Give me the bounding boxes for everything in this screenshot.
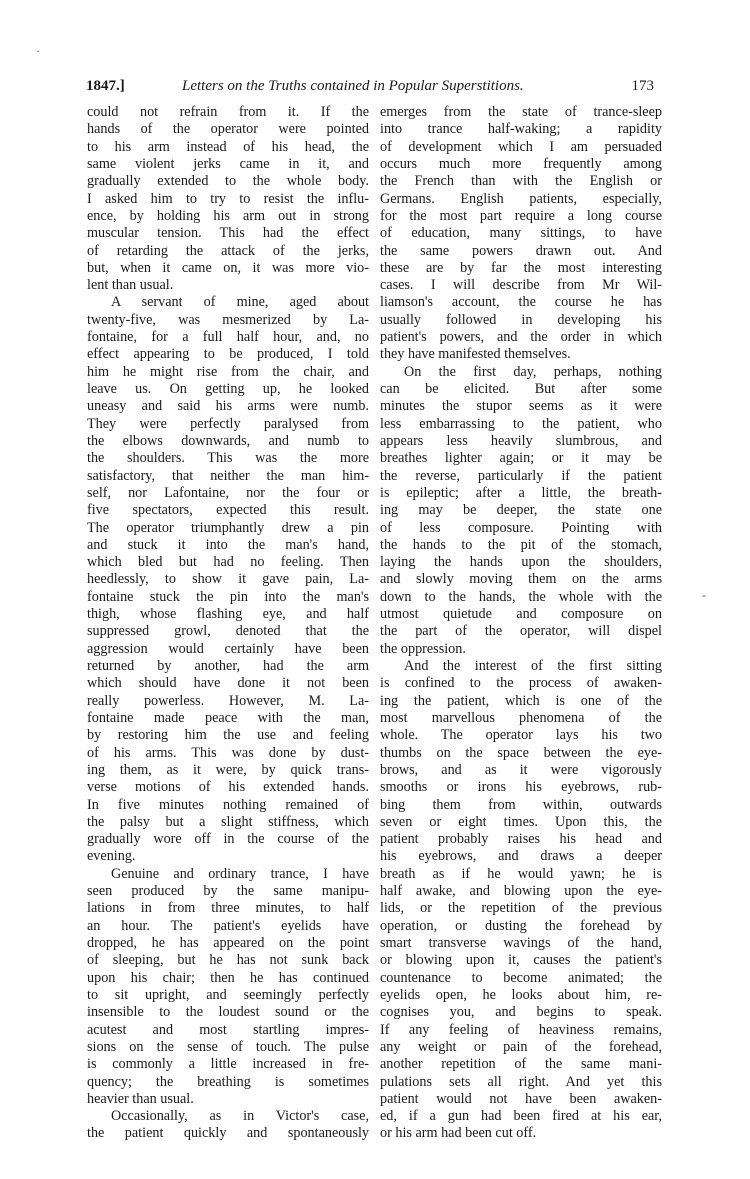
- text-line: The operator triumphantly drew a pin: [87, 519, 369, 536]
- text-line: which bled but had no feeling. Then: [87, 554, 369, 571]
- text-line: half awake, and blowing upon the eye-: [380, 883, 662, 900]
- text-line: ed, if a gun had been fired at his ear,: [380, 1108, 662, 1125]
- text-line: or his arm had been cut off.: [380, 1125, 537, 1142]
- text-line: They were perfectly paralysed from: [87, 415, 369, 432]
- text-line: operation, or dusting the forehead by: [380, 917, 662, 934]
- text-line: down to the hands, the whole with the: [380, 588, 662, 605]
- running-title: Letters on the Truths contained in Popular Superstitions.: [182, 78, 524, 94]
- text-line: really powerless. However, M. La-: [87, 692, 369, 709]
- text-line: of development which I am persuaded: [380, 138, 662, 155]
- text-line: can be elicited. But after some: [380, 381, 662, 397]
- text-line: acutest and most startling impres-: [87, 1021, 369, 1038]
- text-line: brows, and as it were vigorously: [380, 761, 662, 778]
- text-line: minutes the stupor seems as it were: [380, 398, 662, 415]
- text-line: Genuine and ordinary trance, I have: [111, 865, 369, 882]
- text-line: In five minutes nothing remained of: [87, 796, 369, 813]
- text-line: is commonly a little increased in fre-: [87, 1056, 369, 1073]
- text-line: patient would not have been awaken-: [380, 1090, 662, 1107]
- text-line: Occasionally, as in Victor's case,: [111, 1108, 369, 1125]
- text-line: aggression would certainly have been: [87, 640, 369, 657]
- text-line: of less composure. Pointing with: [380, 519, 662, 536]
- text-line: the elbows downwards, and numb to: [87, 432, 369, 449]
- text-line: heavier than usual.: [87, 1090, 194, 1107]
- text-line: A servant of mine, aged about: [111, 294, 369, 311]
- text-line: sions on the sense of touch. The pulse: [87, 1038, 369, 1055]
- text-line: of sleeping, but he has not sunk back: [87, 952, 369, 969]
- text-line: fontaine stuck the pin into the man's: [87, 588, 369, 605]
- text-line: the oppression.: [380, 640, 466, 657]
- text-line: quency; the breathing is sometimes: [87, 1073, 369, 1090]
- text-line: leave us. On getting up, he looked: [87, 381, 369, 397]
- text-line: On the first day, perhaps, nothing: [404, 363, 662, 380]
- text-line: him he might rise from the chair, and: [87, 363, 369, 380]
- text-line: and slowly moving them on the arms: [380, 571, 662, 588]
- text-line: dropped, he has appeared on the point: [87, 935, 369, 951]
- text-line: breath as if he would yawn; he is: [380, 865, 662, 882]
- text-line: fontaine made peace with the man,: [87, 709, 369, 726]
- page-number: 173: [631, 78, 654, 94]
- text-line: effect appearing to be produced, I told: [87, 346, 369, 363]
- text-line: they have manifested themselves.: [380, 346, 571, 363]
- text-line: eyelids open, he looks about him, re-: [380, 986, 662, 1003]
- text-line: of retarding the attack of the jerks,: [87, 242, 369, 259]
- text-line: suppressed growl, denoted that the: [87, 623, 369, 640]
- text-line: uneasy and said his arms were numb.: [87, 398, 369, 415]
- text-line: upon his chair; then he has continued: [87, 969, 369, 986]
- running-header: [86, 78, 654, 100]
- text-line: could not refrain from it. If the: [87, 104, 369, 120]
- header-year: 1847.]: [86, 78, 125, 94]
- text-line: the same powers drawn out. And: [380, 242, 662, 259]
- text-line: gradually wore off in the course of the: [87, 831, 369, 848]
- text-line: returned by another, had the arm: [87, 658, 369, 674]
- text-line: insensible to the loudest sound or the: [87, 1004, 369, 1021]
- text-line: the reverse, particularly if the patient: [380, 467, 662, 484]
- text-line: liamson's account, the course he has: [380, 294, 662, 311]
- text-line: muscular tension. This had the effect: [87, 225, 369, 242]
- left-column: [87, 104, 369, 1143]
- text-line: into trance half-waking; a rapidity: [380, 121, 662, 138]
- text-line: is confined to the process of awaken-: [380, 675, 662, 692]
- text-line: to sit upright, and seemingly perfectly: [87, 986, 369, 1003]
- margin-mark: -: [702, 588, 706, 602]
- text-line: the hands to the pit of the stomach,: [380, 536, 662, 553]
- text-line: thigh, whose flashing eye, and half: [87, 606, 369, 623]
- text-line: ing may be deeper, the state one: [380, 502, 662, 519]
- text-line: to his arm instead of his head, the: [87, 138, 369, 155]
- text-line: cases. I will describe from Mr Wil-: [380, 277, 662, 294]
- text-line: fontaine, for a full half hour, and, no: [87, 329, 369, 346]
- text-line: bing them from within, outwards: [380, 796, 662, 813]
- text-line: by restoring him the use and feeling: [87, 727, 369, 744]
- text-line: utmost quietude and composure on: [380, 606, 662, 623]
- text-line: heedlessly, to show it gave pain, La-: [87, 571, 369, 588]
- text-line: or blowing upon it, causes the patient's: [380, 952, 662, 969]
- text-line: ing them, as it were, by quick trans-: [87, 761, 369, 778]
- text-line: an hour. The patient's eyelids have: [87, 917, 369, 934]
- text-line: seven or eight times. Upon this, the: [380, 813, 662, 830]
- text-line: less embarrassing to the patient, who: [380, 415, 662, 432]
- text-line: breathes lighter again; or it may be: [380, 450, 662, 467]
- text-line: hands of the operator were pointed: [87, 121, 369, 138]
- text-line: the shoulders. This was the more: [87, 450, 369, 467]
- text-line: lids, or the repetition of the previous: [380, 900, 662, 917]
- text-line: gradually extended to the whole body.: [87, 173, 369, 190]
- text-line: whole. The operator lays his two: [380, 727, 662, 744]
- text-line: the French than with the English or: [380, 173, 662, 190]
- text-line: of education, many sittings, to have: [380, 225, 662, 242]
- text-line: evening.: [87, 848, 136, 865]
- text-line: patient's powers, and the order in which: [380, 329, 662, 346]
- text-line: any weight or pain of the forehead,: [380, 1038, 662, 1055]
- margin-mark: ·: [36, 44, 40, 58]
- text-line: countenance to become animated; the: [380, 969, 662, 986]
- text-line: satisfactory, that neither the man him-: [87, 467, 369, 484]
- text-line: his eyebrows, and draws a deeper: [380, 848, 662, 865]
- text-line: another repetition of the same mani-: [380, 1056, 662, 1073]
- text-line: the patient quickly and spontaneously: [87, 1125, 369, 1142]
- text-line: is epileptic; after a little, the breath-: [380, 484, 662, 501]
- text-line: seen produced by the same manipu-: [87, 883, 369, 900]
- text-line: And the interest of the first sitting: [404, 658, 662, 674]
- text-line: pulations sets all right. And yet this: [380, 1073, 662, 1090]
- text-line: appears less heavily slumbrous, and: [380, 432, 662, 449]
- text-line: Germans. English patients, especially,: [380, 190, 662, 207]
- text-line: lent than usual.: [87, 277, 174, 294]
- text-line: cognises you, and begins to speak.: [380, 1004, 662, 1021]
- text-line: the palsy but a slight stiffness, which: [87, 813, 369, 830]
- text-line: laying the hands upon the shoulders,: [380, 554, 662, 571]
- text-line: emerges from the state of trance-sleep: [380, 104, 662, 120]
- text-line: these are by far the most interesting: [380, 259, 662, 276]
- text-line: for the most part require a long course: [380, 207, 662, 224]
- text-line: I asked him to try to resist the influ-: [87, 190, 369, 207]
- text-line: occurs much more frequently among: [380, 155, 662, 172]
- text-line: ence, by holding his arm out in strong: [87, 207, 369, 224]
- text-line: verse motions of his extended hands.: [87, 779, 369, 796]
- text-line: five spectators, expected this result.: [87, 502, 369, 519]
- text-line: thumbs on the space between the eye-: [380, 744, 662, 761]
- text-line: the part of the operator, will dispel: [380, 623, 662, 640]
- text-line: lations in from three minutes, to half: [87, 900, 369, 917]
- text-line: which should have done it not been: [87, 675, 369, 692]
- right-column: [380, 104, 662, 1143]
- text-line: smooths or irons his eyebrows, rub-: [380, 779, 662, 796]
- text-line: patient probably raises his head and: [380, 831, 662, 848]
- text-line: but, when it came on, it was more vio-: [87, 259, 369, 276]
- text-line: twenty-five, was mesmerized by La-: [87, 311, 369, 328]
- text-line: of his arms. This was done by dust-: [87, 744, 369, 761]
- text-line: ing the patient, which is one of the: [380, 692, 662, 709]
- text-line: same violent jerks came in it, and: [87, 155, 369, 172]
- text-line: self, nor Lafontaine, nor the four or: [87, 484, 369, 501]
- text-line: If any feeling of heaviness remains,: [380, 1021, 662, 1038]
- text-line: smart transverse wavings of the hand,: [380, 935, 662, 951]
- text-line: most marvellous phenomena of the: [380, 709, 662, 726]
- text-line: and stuck it into the man's hand,: [87, 536, 369, 553]
- text-line: usually followed in developing his: [380, 311, 662, 328]
